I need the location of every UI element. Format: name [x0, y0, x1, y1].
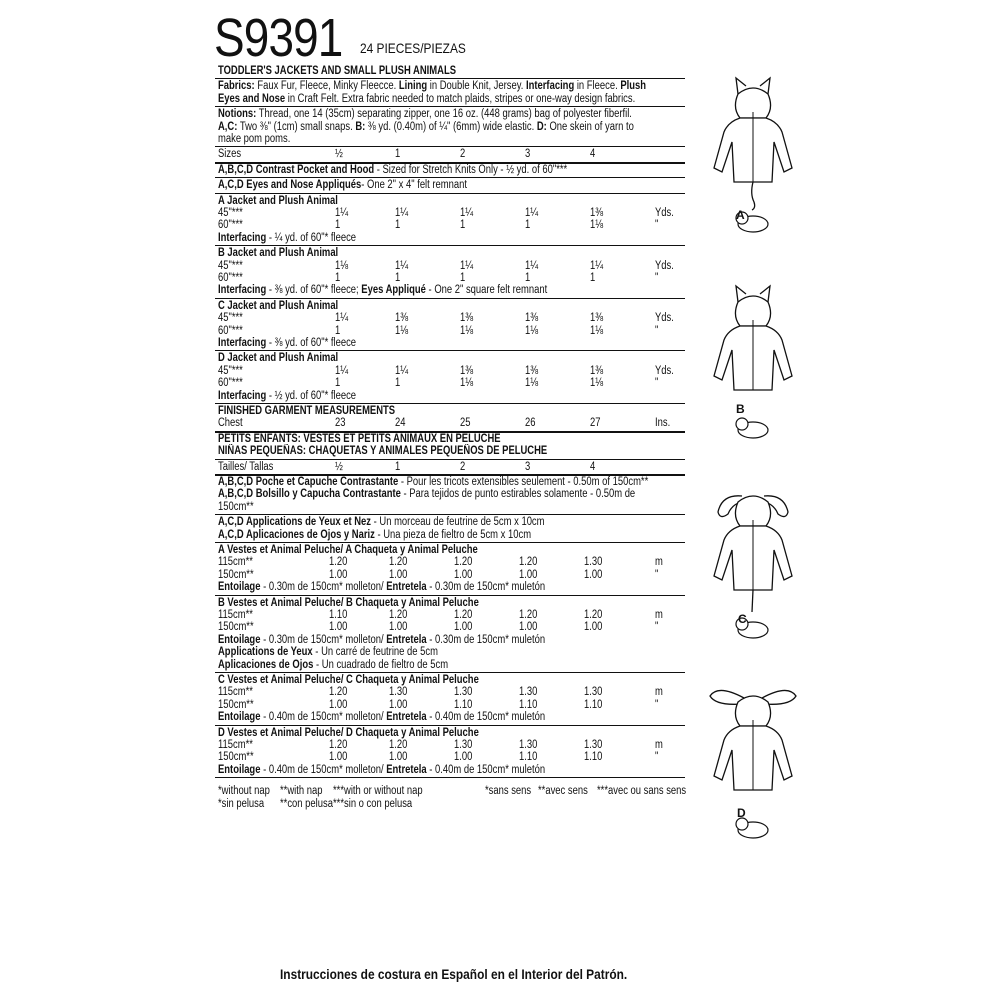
yardage-row-unit: ": [655, 324, 659, 337]
tailles-row-value: 2: [460, 460, 466, 473]
metric-row-value: 1.20: [454, 556, 473, 569]
metric-row-value: 1.00: [519, 568, 538, 581]
metric-row-label: 150cm**: [218, 698, 254, 711]
yardage-row-value: 1: [460, 272, 466, 284]
bold-label: Entretela: [386, 763, 427, 776]
bold-label: A,C:: [218, 120, 238, 133]
bold-label: A,B,C,D Contrast Pocket and Hood: [218, 163, 375, 176]
metric-row-value: 1.10: [584, 698, 603, 711]
metric-row-label: 115cm**: [218, 609, 253, 621]
metric-row-unit: m: [655, 609, 663, 621]
footnote-fr: **avec sens: [538, 785, 588, 798]
chest-row-value: 24: [395, 417, 406, 430]
yardage-row-label: 45"***: [218, 207, 243, 219]
entoilage-line: [218, 711, 545, 724]
yardage-row-value: 1¼: [525, 259, 539, 272]
view-title: B Jacket and Plush Animal: [218, 247, 339, 260]
view-b-jacket-illustration: [708, 280, 798, 450]
yardage-row-value: 1¼: [395, 207, 409, 219]
line-text: make pom poms.: [218, 133, 291, 145]
yardage-row-value: 1⅛: [460, 377, 474, 390]
yardage-row-unit: ": [655, 219, 659, 232]
yardage-row-value: 1¼: [395, 364, 409, 377]
yardage-row-value: 1: [335, 219, 341, 232]
rule-line: [215, 245, 685, 246]
metric-row-value: 1.30: [519, 686, 538, 699]
metric-row-unit: ": [655, 568, 659, 581]
footnote-en: **with nap: [280, 785, 323, 798]
yardage-row-value: 1¼: [525, 207, 539, 219]
sizes-row-value: 2: [460, 148, 466, 161]
yardage-row-value: 1: [460, 219, 466, 232]
metric-row-unit: ": [655, 751, 659, 764]
metric-row-value: 1.10: [454, 698, 473, 711]
view-label-c: C: [738, 612, 747, 626]
entoilage-line: [218, 634, 545, 647]
line-text: - 0.40m de 150cm* muletón: [426, 763, 546, 776]
metric-row-value: 1.30: [519, 739, 538, 751]
bold-label: Entoilage: [218, 711, 261, 724]
bold-label: Entretela: [386, 581, 427, 594]
notions-line: [218, 108, 632, 121]
yardage-row-value: 1⅛: [395, 324, 409, 337]
metric-row-value: 1.30: [584, 556, 603, 569]
metric-row-value: 1.20: [519, 556, 538, 569]
entoilage-line: [218, 659, 448, 672]
view-title: D Jacket and Plush Animal: [218, 352, 339, 365]
yardage-row-unit: Yds.: [655, 207, 674, 219]
metric-row-value: 1.00: [454, 621, 473, 634]
interfacing-line: [218, 284, 547, 297]
line-text: Faux Fur, Fleece, Minky Fleecce.: [254, 80, 399, 93]
line-text: - One 2" x 4" felt remnant: [361, 179, 467, 192]
footnote-en: *without nap: [218, 785, 270, 798]
bold-label: Interfacing: [525, 80, 575, 93]
line-text: - Un morceau de feutrine de 5cm x 10cm: [371, 516, 545, 529]
bold-label: Notions:: [218, 108, 257, 121]
view-title: A Jacket and Plush Animal: [218, 194, 338, 207]
yardage-row-value: 1: [335, 377, 341, 390]
metric-row-value: 1.10: [329, 609, 348, 621]
poche-capuche: [218, 476, 648, 489]
yardage-row-value: 1⅜: [590, 207, 604, 219]
rule-line: [215, 350, 685, 351]
translated-title: NIÑAS PEQUEÑAS: CHAQUETAS Y ANIMALES PEQUEÑOS DE PELUCHE: [218, 445, 548, 458]
line-text: in Double Knit, Jersey.: [427, 80, 526, 93]
yardage-row-value: 1: [335, 272, 341, 284]
sizes-row-value: 1: [395, 148, 401, 161]
metric-row-value: 1.00: [519, 621, 538, 634]
view-title-fr: A Vestes et Animal Peluche/ A Chaqueta y Animal Peluche: [218, 544, 478, 556]
bold-label: Entoilage: [218, 581, 261, 594]
footnote-es: **con pelusa: [280, 797, 333, 810]
rule-line: [215, 459, 685, 460]
view-title: C Jacket and Plush Animal: [218, 299, 339, 312]
entoilage-line: [218, 764, 545, 777]
yardage-row-value: 1¼: [335, 207, 349, 219]
footnote-fr: *sans sens: [485, 785, 532, 798]
yardage-row-value: 1¼: [395, 259, 409, 272]
applications-yeux: [218, 529, 531, 542]
line-text: - 0.30m de 150cm* muletón: [426, 633, 546, 646]
sizes-row-value: 3: [525, 148, 531, 161]
metric-row-value: 1.00: [389, 698, 408, 711]
yardage-row-label: 45"***: [218, 259, 243, 272]
line-text: - Una pieza de fieltro de 5cm x 10cm: [374, 528, 532, 541]
chest-row-value: 26: [525, 417, 536, 430]
line-text: - ½ yd. of 60"* fleece: [266, 389, 357, 402]
rule-line: [215, 146, 685, 147]
yardage-row-value: 1⅛: [590, 377, 604, 390]
yardage-row-label: 45"***: [218, 312, 243, 325]
tailles-row-value: ½: [335, 460, 343, 473]
metric-row-value: 1.00: [389, 568, 408, 581]
footnote-en: ***with or without nap: [333, 785, 423, 798]
footnote-es: ***sin o con pelusa: [333, 797, 413, 810]
metric-row-label: 150cm**: [218, 568, 254, 581]
metric-row-value: 1.10: [519, 698, 538, 711]
bold-label: A,B,C,D Poche et Capuche Contrastante: [218, 476, 399, 488]
line-text: - Pour les tricots extensibles seulement - 0.50m of 150cm**: [398, 476, 649, 488]
bold-label: A,C,D Aplicaciones de Ojos y Nariz: [218, 528, 375, 541]
footnote-es: *sin pelusa: [218, 797, 265, 810]
chest-row-value: 27: [590, 417, 601, 430]
rule-line: [215, 78, 685, 79]
metric-row-label: 115cm**: [218, 556, 253, 569]
yardage-row-value: 1: [525, 272, 531, 284]
poche-capuche: [218, 488, 635, 501]
metric-row-unit: m: [655, 686, 663, 699]
metric-row-value: 1.00: [454, 751, 473, 764]
metric-row-value: 1.00: [329, 568, 348, 581]
metric-row-value: 1.30: [389, 686, 408, 699]
bold-label: A,C,D Applications de Yeux et Nez: [218, 516, 372, 529]
chest-row-label: Chest: [218, 417, 243, 430]
metric-row-value: 1.00: [329, 751, 348, 764]
bold-label: Interfacing: [218, 284, 267, 297]
yardage-row-value: 1¼: [335, 364, 349, 377]
line-text: One skein of yarn to: [546, 120, 634, 133]
line-text: - 0.30m de 150cm* molleton/: [260, 633, 387, 646]
yardage-row-unit: ": [655, 377, 659, 390]
metric-row-value: 1.10: [584, 751, 603, 764]
line-text: in Fleece.: [574, 80, 621, 93]
translated-title: PETITS ENFANTS: VESTES ET PETITS ANIMAUX EN PELUCHE: [218, 432, 501, 445]
metric-row-label: 115cm**: [218, 739, 253, 751]
yardage-row-value: 1: [590, 272, 596, 284]
rule-line: [215, 193, 685, 194]
bold-label: D:: [536, 120, 547, 133]
bold-label: Lining: [398, 80, 428, 93]
yardage-row-value: 1⅜: [525, 364, 539, 377]
view-label-d: D: [737, 806, 746, 820]
metric-row-label: 150cm**: [218, 621, 254, 634]
metric-row-unit: ": [655, 698, 659, 711]
yardage-row-unit: Yds.: [655, 312, 674, 325]
metric-row-value: 1.00: [389, 751, 408, 764]
bold-label: A,B,C,D Bolsillo y Capucha Contrastante: [218, 488, 401, 501]
bold-label: Fabrics:: [218, 80, 255, 93]
view-label-a: A: [736, 208, 745, 222]
line-text: 150cm**: [218, 500, 254, 513]
yardage-row-label: 60"***: [218, 324, 243, 337]
line-text: in Craft Felt. Extra fabric needed to match plaids, stripes or one-way design fabrics.: [285, 92, 636, 105]
yardage-row-value: 1⅛: [525, 377, 539, 390]
poche-capuche: [218, 501, 254, 514]
metric-row-value: 1.20: [389, 739, 408, 751]
line-text: ⅜ yd. (0.40m) of ¼" (6mm) wide elastic.: [365, 120, 537, 133]
yardage-row-value: 1: [395, 377, 401, 390]
tailles-row-value: 3: [525, 460, 531, 473]
view-a-jacket-illustration: [708, 72, 798, 242]
line-text: - Para tejidos de punto estirables solamente - 0.50m de: [400, 488, 636, 501]
interfacing-line: [218, 337, 356, 350]
rule-line: [215, 725, 685, 726]
yardage-row-unit: Yds.: [655, 259, 674, 272]
tailles-row-label: Tailles/ Tallas: [218, 460, 274, 473]
yardage-row-label: 60"***: [218, 377, 243, 390]
metric-row-unit: ": [655, 621, 659, 634]
rule-line: [215, 177, 685, 178]
yardage-row-value: 1¼: [460, 259, 474, 272]
metric-row-value: 1.00: [584, 621, 603, 634]
yardage-row-value: 1⅜: [590, 364, 604, 377]
line-text: - ⅜ yd. of 60"* fleece: [266, 337, 357, 349]
tailles-row-value: 1: [395, 460, 401, 473]
bold-label: Plush: [620, 80, 647, 93]
piece-count: 24 PIECES/PIEZAS: [360, 40, 466, 56]
chest-row-unit: Ins.: [655, 417, 671, 430]
contrast-pocket-hood: [218, 164, 567, 177]
metric-row-value: 1.20: [329, 556, 348, 569]
bold-label: Entoilage: [218, 763, 261, 776]
pattern-number: S9391: [214, 8, 343, 68]
metric-row-value: 1.30: [454, 739, 473, 751]
yardage-row-value: 1⅜: [525, 312, 539, 325]
bold-label: A,C,D Eyes and Nose Appliqués: [218, 179, 362, 192]
line-text: - 0.40m de 150cm* molleton/: [260, 763, 387, 776]
notions-line: [218, 121, 634, 134]
metric-row-value: 1.20: [329, 686, 348, 699]
metric-row-value: 1.20: [329, 739, 348, 751]
yardage-row-value: 1⅜: [460, 312, 474, 325]
yardage-row-value: 1⅛: [335, 259, 349, 272]
metric-row-value: 1.10: [519, 751, 538, 764]
metric-row-value: 1.00: [329, 698, 348, 711]
metric-row-value: 1.00: [329, 621, 348, 634]
line-text: - ⅜ yd. of 60"* fleece;: [266, 284, 362, 297]
yardage-row-value: 1⅛: [590, 219, 604, 232]
line-text: - 0.40m de 150cm* molleton/: [260, 711, 387, 724]
rule-line: [215, 777, 685, 778]
entoilage-line: [218, 581, 545, 594]
view-c-jacket-illustration: [708, 480, 798, 650]
metric-row-value: 1.00: [389, 621, 408, 634]
metric-row-label: 115cm**: [218, 686, 253, 699]
rule-line: [215, 298, 685, 299]
eyes-nose-applique: [218, 179, 467, 192]
line-text: - One 2" square felt remnant: [425, 284, 548, 297]
yardage-row-value: 1¼: [335, 312, 349, 325]
metric-row-value: 1.30: [584, 739, 603, 751]
metric-row-value: 1.30: [584, 686, 603, 699]
metric-row-value: 1.30: [454, 686, 473, 699]
metric-row-value: 1.20: [454, 609, 473, 621]
yardage-row-unit: ": [655, 272, 659, 284]
metric-row-value: 1.00: [584, 568, 603, 581]
metric-row-value: 1.20: [584, 609, 603, 621]
rule-line: [215, 595, 685, 596]
line-text: Two ⅜" (1cm) small snaps.: [237, 120, 356, 133]
line-text: - 0.40m de 150cm* muletón: [426, 711, 546, 724]
rule-line: [215, 672, 685, 673]
rule-line: [215, 106, 685, 107]
bold-label: Eyes and Nose: [218, 92, 286, 105]
entoilage-line: [218, 646, 438, 659]
interfacing-line: [218, 232, 356, 245]
yardage-row-value: 1⅜: [395, 312, 409, 325]
line-text: - Un carré de feutrine de 5cm: [312, 646, 438, 659]
pattern-title: TODDLER'S JACKETS AND SMALL PLUSH ANIMALS: [218, 65, 457, 77]
metric-row-value: 1.20: [389, 609, 408, 621]
view-title-fr: D Vestes et Animal Peluche/ D Chaqueta y Animal Peluche: [218, 726, 479, 739]
sizes-row-label: Sizes: [218, 148, 242, 161]
bold-label: B:: [355, 120, 366, 133]
line-text: - 0.30m de 150cm* molleton/: [260, 581, 387, 594]
yardage-row-label: 60"***: [218, 272, 243, 284]
rule-line: [215, 542, 685, 543]
sizes-row-value: ½: [335, 148, 343, 161]
metric-row-value: 1.20: [389, 556, 408, 569]
metric-row-unit: m: [655, 556, 663, 569]
yardage-row-value: 1⅜: [590, 312, 604, 325]
bold-label: Aplicaciones de Ojos: [218, 658, 314, 671]
yardage-row-value: 1: [395, 272, 401, 284]
yardage-row-value: 1: [395, 219, 401, 232]
footnote-fr: ***avec ou sans sens: [597, 785, 687, 798]
tailles-row-value: 4: [590, 460, 596, 473]
chest-row-value: 25: [460, 417, 471, 430]
yardage-row-value: 1⅛: [590, 324, 604, 337]
metric-row-label: 150cm**: [218, 751, 254, 764]
yardage-row-label: 45"***: [218, 364, 243, 377]
chest-row-value: 23: [335, 417, 346, 430]
sizes-row-value: 4: [590, 148, 596, 161]
view-title-fr: C Vestes et Animal Peluche/ C Chaqueta y Animal Peluche: [218, 674, 479, 686]
metric-row-value: 1.00: [454, 568, 473, 581]
bold-label: Eyes Appliqué: [361, 284, 426, 297]
yardage-row-label: 60"***: [218, 219, 243, 232]
yardage-row-value: 1⅛: [525, 324, 539, 337]
bold-label: Interfacing: [218, 389, 267, 402]
bold-label: Applications de Yeux: [218, 646, 313, 659]
bold-label: Interfacing: [218, 231, 267, 244]
line-text: - 0.30m de 150cm* muletón: [426, 581, 546, 594]
line-text: - ¼ yd. of 60"* fleece: [266, 231, 357, 244]
line-text: - Sized for Stretch Knits Only - ½ yd. of 60"***: [374, 163, 568, 176]
yardage-row-value: 1⅜: [460, 364, 474, 377]
notions-line: [218, 133, 290, 146]
yardage-row-value: 1: [525, 219, 531, 232]
applications-yeux: [218, 516, 545, 529]
yardage-row-value: 1: [335, 324, 341, 337]
bold-label: Interfacing: [218, 337, 267, 349]
fabrics-line: [218, 80, 646, 93]
metric-row-value: 1.20: [519, 609, 538, 621]
line-text: - Un cuadrado de fieltro de 5cm: [313, 658, 449, 671]
bold-label: Entoilage: [218, 633, 261, 646]
spanish-instructions-note: Instrucciones de costura en Español en el Interior del Patrón.: [280, 966, 628, 982]
interfacing-line: [218, 390, 356, 403]
yardage-row-value: 1¼: [590, 259, 604, 272]
view-d-jacket-illustration: [708, 680, 798, 850]
view-label-b: B: [736, 402, 745, 416]
yardage-row-unit: Yds.: [655, 364, 674, 377]
line-text: Thread, one 14 (35cm) separating zipper, one 16 oz. (448 grams) bag of polyester fiberfil.: [256, 108, 632, 121]
yardage-row-value: 1⅛: [460, 324, 474, 337]
bold-label: Entretela: [386, 711, 427, 724]
view-title-fr: B Vestes et Animal Peluche/ B Chaqueta y Animal Peluche: [218, 596, 479, 609]
yardage-row-value: 1¼: [460, 207, 474, 219]
finished-measurements-title: FINISHED GARMENT MEASUREMENTS: [218, 405, 396, 417]
bold-label: Entretela: [386, 633, 427, 646]
rule-line: [215, 514, 685, 515]
rule-line: [215, 403, 685, 404]
fabrics-line: [218, 93, 635, 106]
metric-row-unit: m: [655, 739, 663, 751]
